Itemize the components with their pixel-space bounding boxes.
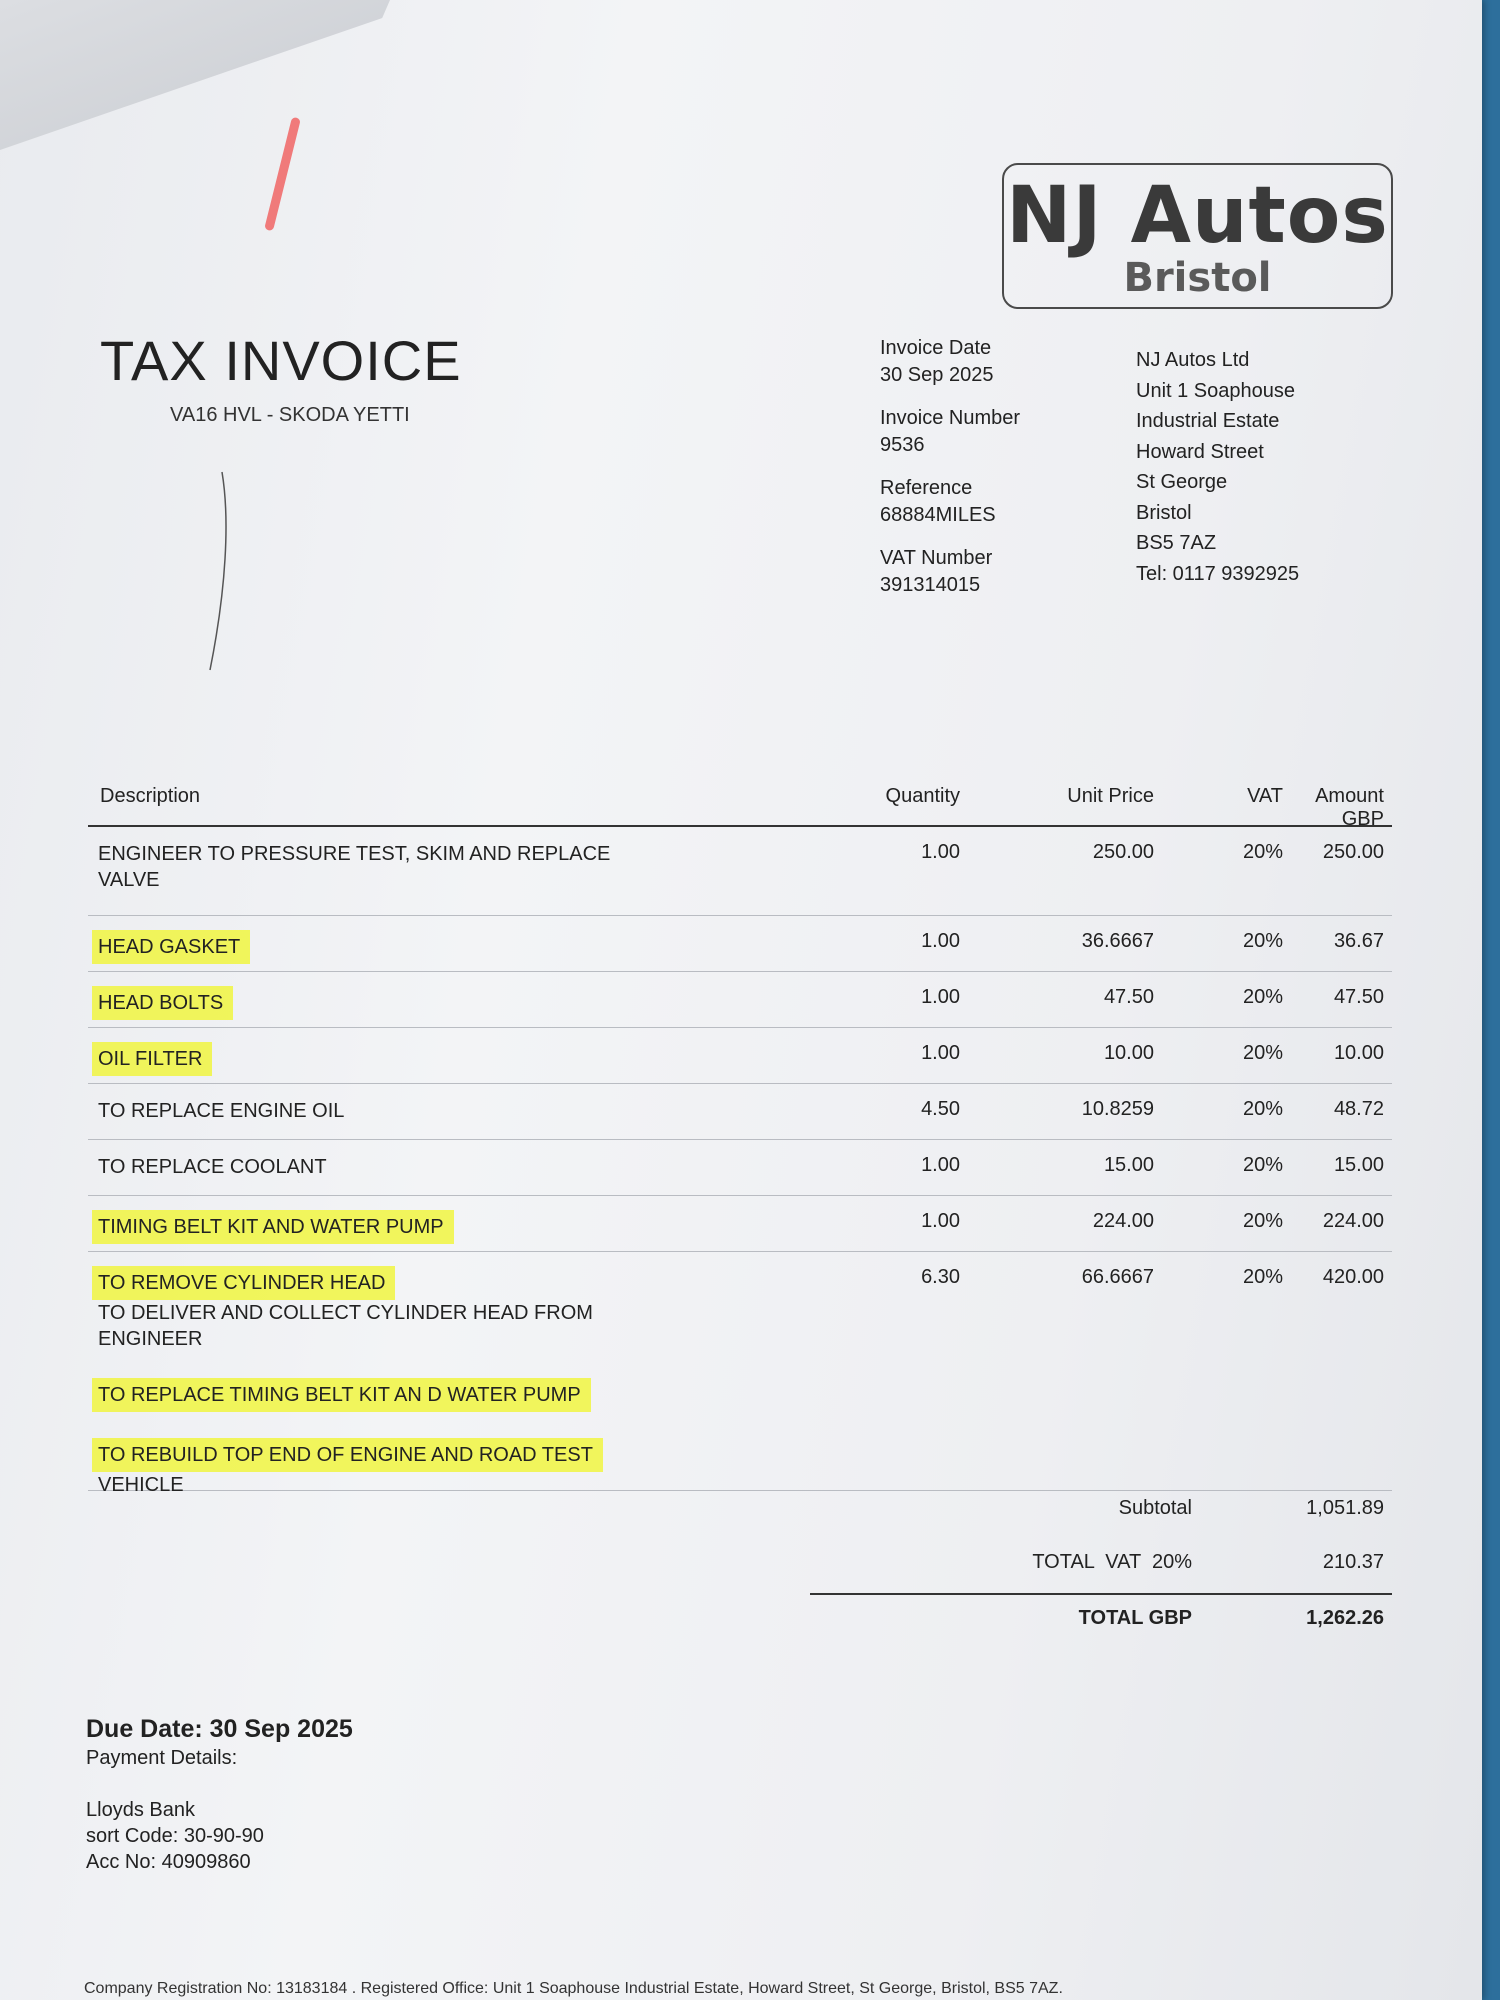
table-body bbox=[88, 827, 1392, 1496]
subtotal-line bbox=[810, 1485, 1392, 1539]
table-row bbox=[88, 1252, 1392, 1496]
row-quantity: 1.00 bbox=[921, 1042, 960, 1064]
row-vat: 20% bbox=[1242, 1154, 1283, 1176]
header-vat: VAT bbox=[1247, 785, 1283, 807]
table-row bbox=[88, 827, 1392, 916]
header-quantity: Quantity bbox=[885, 785, 960, 807]
meta-reference bbox=[880, 475, 1020, 529]
row-description bbox=[98, 841, 610, 893]
meta-invoice-date bbox=[880, 335, 1020, 389]
meta-label: Reference bbox=[880, 477, 973, 499]
description-line: HEAD GASKET bbox=[92, 930, 250, 964]
overlapping-sheet bbox=[0, 0, 390, 150]
row-vat: 20% bbox=[1242, 1210, 1283, 1232]
row-unit-price: 224.00 bbox=[1092, 1210, 1154, 1232]
description-line: TO REPLACE COOLANT bbox=[98, 1156, 327, 1178]
meta-label: Invoice Number bbox=[880, 407, 1021, 429]
description-line: TIMING BELT KIT AND WATER PUMP bbox=[92, 1210, 454, 1244]
row-quantity: 1.00 bbox=[921, 1154, 960, 1176]
row-unit-price: 36.6667 bbox=[1081, 930, 1154, 952]
meta-invoice-number bbox=[880, 405, 1020, 459]
address-line: Industrial Estate bbox=[1136, 410, 1280, 432]
red-pen-mark bbox=[264, 117, 301, 232]
description-line: OIL FILTER bbox=[92, 1042, 212, 1076]
address-line: Unit 1 Soaphouse bbox=[1136, 379, 1296, 402]
meta-vat-number bbox=[880, 545, 1020, 599]
description-line: TO REPLACE TIMING BELT KIT AN D WATER PUMP bbox=[92, 1378, 591, 1412]
vat-total-label: TOTAL VAT 20% bbox=[1032, 1551, 1192, 1573]
row-description bbox=[98, 1210, 454, 1244]
bank-line: Acc No: 40909860 bbox=[86, 1851, 251, 1873]
totals-block bbox=[810, 1485, 1392, 1649]
bank-details bbox=[86, 1797, 264, 1875]
description-line bbox=[98, 1352, 603, 1378]
row-description bbox=[98, 1098, 344, 1124]
row-description bbox=[98, 930, 250, 964]
address-line: Howard Street bbox=[1136, 440, 1264, 463]
description-line: TO REMOVE CYLINDER HEAD bbox=[92, 1266, 395, 1300]
table-row bbox=[88, 1084, 1392, 1140]
row-vat: 20% bbox=[1242, 1098, 1283, 1120]
row-description bbox=[98, 1042, 212, 1076]
row-quantity: 1.00 bbox=[921, 841, 960, 863]
row-quantity: 1.00 bbox=[921, 986, 960, 1008]
vat-line bbox=[810, 1539, 1392, 1593]
row-vat: 20% bbox=[1242, 986, 1283, 1008]
row-amount: 250.00 bbox=[1322, 841, 1384, 863]
header-unit-price: Unit Price bbox=[1067, 785, 1154, 807]
row-unit-price: 10.00 bbox=[1103, 1042, 1154, 1064]
description-line: TO REBUILD TOP END OF ENGINE AND ROAD TEST bbox=[92, 1438, 603, 1472]
due-date: Due Date: 30 Sep 2025 bbox=[86, 1715, 353, 1743]
row-unit-price: 47.50 bbox=[1103, 986, 1154, 1008]
footer-registration: Company Registration No: 13183184 . Registered Office: Unit 1 Soaphouse Industrial Estate, Howard Street, St George, Bristol, BS5 7AZ. bbox=[84, 1980, 1063, 1997]
header-amount: Amount GBP bbox=[1315, 785, 1384, 830]
row-vat: 20% bbox=[1242, 841, 1283, 863]
row-unit-price: 10.8259 bbox=[1081, 1098, 1154, 1120]
table-row bbox=[88, 1028, 1392, 1084]
address-line: Tel: 0117 9392925 bbox=[1136, 562, 1300, 585]
description-line: ENGINEER bbox=[98, 1328, 203, 1350]
table-row bbox=[88, 972, 1392, 1028]
row-amount: 47.50 bbox=[1333, 986, 1384, 1008]
description-line: TO DELIVER AND COLLECT CYLINDER HEAD FROM bbox=[98, 1302, 593, 1324]
subtotal-label: Subtotal bbox=[1118, 1497, 1192, 1519]
line-items-table bbox=[88, 775, 1392, 1496]
row-amount: 36.67 bbox=[1333, 930, 1384, 952]
row-vat: 20% bbox=[1242, 1266, 1283, 1288]
description-line: HEAD BOLTS bbox=[92, 986, 233, 1020]
row-unit-price: 15.00 bbox=[1103, 1154, 1154, 1176]
meta-label: Invoice Date bbox=[880, 337, 992, 359]
company-address bbox=[1136, 345, 1299, 589]
address-line: St George bbox=[1136, 471, 1228, 493]
meta-value: 391314015 bbox=[880, 574, 981, 596]
description-line: VEHICLE bbox=[98, 1474, 184, 1496]
meta-value: 30 Sep 2025 bbox=[880, 364, 994, 386]
logo-city: Bristol bbox=[1123, 255, 1272, 301]
logo-name: NJ Autos bbox=[1006, 171, 1389, 261]
row-quantity: 4.50 bbox=[921, 1098, 960, 1120]
meta-value: 9536 bbox=[880, 434, 925, 456]
row-quantity: 1.00 bbox=[921, 1210, 960, 1232]
row-amount: 10.00 bbox=[1333, 1042, 1384, 1064]
table-row bbox=[88, 916, 1392, 972]
description-line bbox=[98, 1412, 603, 1438]
bank-line: Lloyds Bank bbox=[86, 1799, 195, 1821]
address-line: NJ Autos Ltd bbox=[1136, 349, 1250, 371]
row-amount: 420.00 bbox=[1322, 1266, 1384, 1288]
table-row bbox=[88, 1140, 1392, 1196]
row-unit-price: 66.6667 bbox=[1081, 1266, 1154, 1288]
header-description: Description bbox=[100, 785, 201, 807]
row-unit-price: 250.00 bbox=[1092, 841, 1154, 863]
grand-total-value: 1,262.26 bbox=[1306, 1607, 1384, 1629]
row-amount: 48.72 bbox=[1333, 1098, 1384, 1120]
table-row bbox=[88, 1196, 1392, 1252]
row-quantity: 1.00 bbox=[921, 930, 960, 952]
company-logo bbox=[1002, 163, 1393, 309]
address-line: Bristol bbox=[1136, 501, 1192, 524]
grand-total-line bbox=[810, 1593, 1392, 1649]
row-vat: 20% bbox=[1242, 930, 1283, 952]
table-header bbox=[88, 775, 1392, 830]
payment-details-label: Payment Details: bbox=[86, 1747, 238, 1769]
row-description bbox=[98, 1154, 327, 1180]
description-line: ENGINEER TO PRESSURE TEST, SKIM AND REPLACE bbox=[98, 843, 611, 865]
row-vat: 20% bbox=[1242, 1042, 1283, 1064]
subtotal-value: 1,051.89 bbox=[1306, 1497, 1384, 1519]
row-description bbox=[98, 986, 233, 1020]
meta-value: 68884MILES bbox=[880, 504, 996, 526]
bank-line: sort Code: 30-90-90 bbox=[86, 1825, 264, 1847]
description-line: VALVE bbox=[98, 869, 160, 891]
address-line: BS5 7AZ bbox=[1136, 532, 1217, 554]
page-title: TAX INVOICE bbox=[100, 329, 462, 392]
row-amount: 224.00 bbox=[1322, 1210, 1384, 1232]
grand-total-label: TOTAL GBP bbox=[1078, 1607, 1192, 1629]
vat-total-value: 210.37 bbox=[1322, 1551, 1384, 1573]
row-quantity: 6.30 bbox=[921, 1266, 960, 1288]
row-amount: 15.00 bbox=[1333, 1154, 1384, 1176]
vehicle-line: VA16 HVL - SKODA YETTI bbox=[170, 404, 410, 426]
row-description bbox=[98, 1266, 603, 1498]
description-line: TO REPLACE ENGINE OIL bbox=[98, 1100, 345, 1122]
meta-label: VAT Number bbox=[880, 547, 993, 569]
pen-stroke bbox=[200, 470, 240, 680]
invoice-meta bbox=[880, 335, 1020, 615]
